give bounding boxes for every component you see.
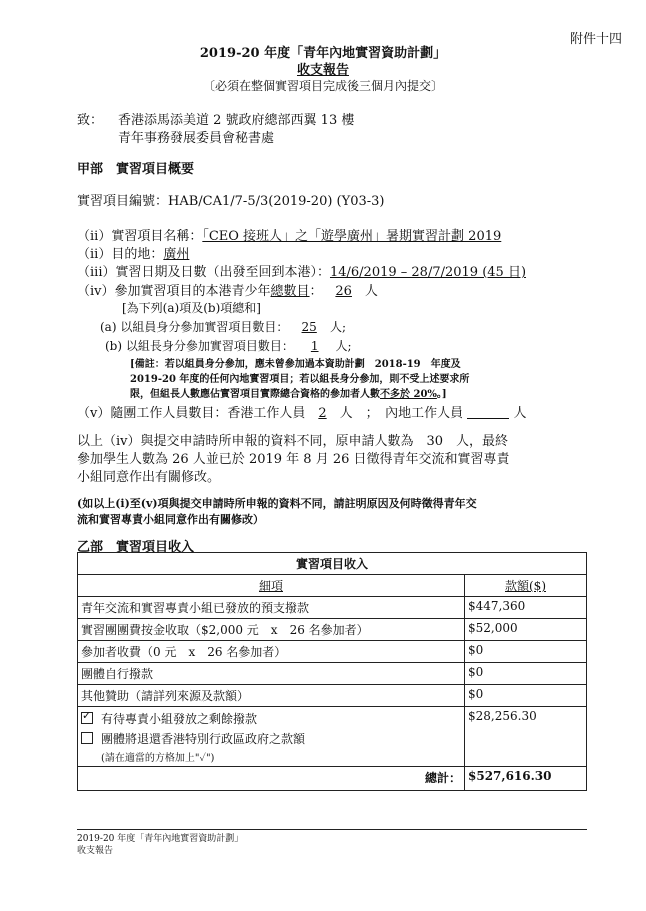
- instruction-line-2: 流和實習專責小組同意作出有關修改）: [77, 513, 264, 526]
- row-amount: $447,360: [465, 597, 587, 619]
- table-row: [78, 663, 587, 685]
- row-item: 青年交流和實習專責小組已發放的預支撥款: [78, 597, 465, 619]
- table-row: [78, 619, 587, 641]
- sum-note: [為下列(a)項及(b)項總和]: [122, 301, 261, 315]
- row-item: 參加者收費（0 元 x 26 名參加者）: [78, 641, 465, 663]
- remaining-options: [78, 707, 465, 767]
- part-b-heading: 乙部 實習項目收入: [77, 540, 195, 555]
- internship-dates: （iii）實習日期及日數（出發至回到本港）：14/6/2019 – 28/7/2019 (45 日): [77, 265, 527, 280]
- to-recipient: 青年事務發展委員會秘書處: [118, 131, 275, 146]
- footer-divider: [77, 829, 587, 830]
- row-item: 實習團團費按金收取（$2,000 元 x 26 名參加者）: [78, 619, 465, 641]
- checkbox-empty-icon[interactable]: [81, 732, 93, 744]
- footer-title: 2019-20 年度「青年內地實習資助計劃」: [77, 834, 244, 844]
- income-table-title: 實習項目收入: [78, 553, 587, 575]
- table-row: [78, 641, 587, 663]
- row-amount: $0: [465, 685, 587, 707]
- to-label: 致：: [77, 113, 104, 128]
- income-table: [77, 552, 587, 791]
- checkbox-instruction: (請在適當的方格加上"✓"): [101, 753, 215, 764]
- option-refund[interactable]: 團體將退還香港特別行政區政府之款額: [81, 730, 461, 747]
- total-row: [78, 767, 587, 791]
- to-address: 香港添馬添美道 2 號政府總部西翼 13 樓: [118, 113, 355, 128]
- project-name: （ii）實習項目名稱：「CEO 接班人」之「遊學廣州」暑期實習計劃 2019: [77, 229, 502, 244]
- report-subtitle: 收支報告: [296, 63, 349, 78]
- column-header-amount: 款額($): [465, 575, 587, 597]
- remark-line-3: 限，但組長人數應佔實習項目實際總合資格的參加者人數不多於 20%。]: [130, 389, 447, 400]
- row-amount: $52,000: [465, 619, 587, 641]
- report-title: 2019-20 年度「青年內地實習資助計劃」: [199, 46, 447, 61]
- row-amount: $0: [465, 641, 587, 663]
- staff-count: （v）隨團工作人員數目：香港工作人員 2 人 ； 內地工作人員 人: [77, 406, 527, 421]
- member-count: (a) 以組員身分參加實習項目數目： 25 人;: [100, 320, 347, 334]
- total-label: 總計：: [78, 767, 465, 791]
- option-remaining-grant[interactable]: ✓有待專責小組發放之剩餘撥款: [81, 710, 461, 727]
- destination: （ii）目的地：廣州: [77, 247, 190, 262]
- change-note-line-1: 以上（iv）與提交申請時所申報的資料不同，原申請人數為 30 人，最終: [77, 434, 509, 449]
- table-row: [78, 707, 587, 767]
- remark-line-2: 2019-20 年度的任何內地實習項目；若以組長身分參加，則不受上述要求所: [130, 374, 470, 385]
- appendix-label: 附件十四: [569, 32, 622, 47]
- footer-subtitle: 收支報告: [77, 846, 114, 856]
- change-note-line-3: 小組同意作出有關修改。: [77, 470, 221, 485]
- table-row: [78, 685, 587, 707]
- table-row: [78, 597, 587, 619]
- change-note-line-2: 參加學生人數為 26 人並已於 2019 年 8 月 26 日徵得青年交流和實習專責: [77, 452, 510, 467]
- row-item: 團體自行撥款: [78, 663, 465, 685]
- row-item: 其他贊助（請詳列來源及款額）: [78, 685, 465, 707]
- participant-total: （iv）參加實習項目的本港青少年總數目： 26 人: [77, 284, 378, 299]
- total-amount: $527,616.30: [465, 767, 587, 791]
- instruction-line-1: (如以上(i)至(v)項與提交申請時所申報的資料不同，請註明原因及何時徵得青年交: [77, 497, 477, 510]
- row-amount: $0: [465, 663, 587, 685]
- leader-count: (b) 以組長身分參加實習項目數目： 1 人;: [105, 339, 352, 353]
- remaining-amount: $28,256.30: [465, 707, 587, 767]
- column-header-item: 細項: [78, 575, 465, 597]
- part-a-heading: 甲部 實習項目概要: [77, 162, 195, 177]
- remark-line-1: [備註：若以組員身分參加，應未曾參加過本資助計劃 2018-19 年度及: [130, 359, 461, 370]
- mainland-staff-blank: [467, 406, 509, 419]
- checkbox-checked-icon[interactable]: [81, 712, 93, 724]
- project-number: 實習項目編號：HAB/CA1/7-5/3(2019-20) (Y03-3): [77, 194, 385, 209]
- submission-note: 〔必須在整個實習項目完成後三個月內提交〕: [202, 79, 443, 93]
